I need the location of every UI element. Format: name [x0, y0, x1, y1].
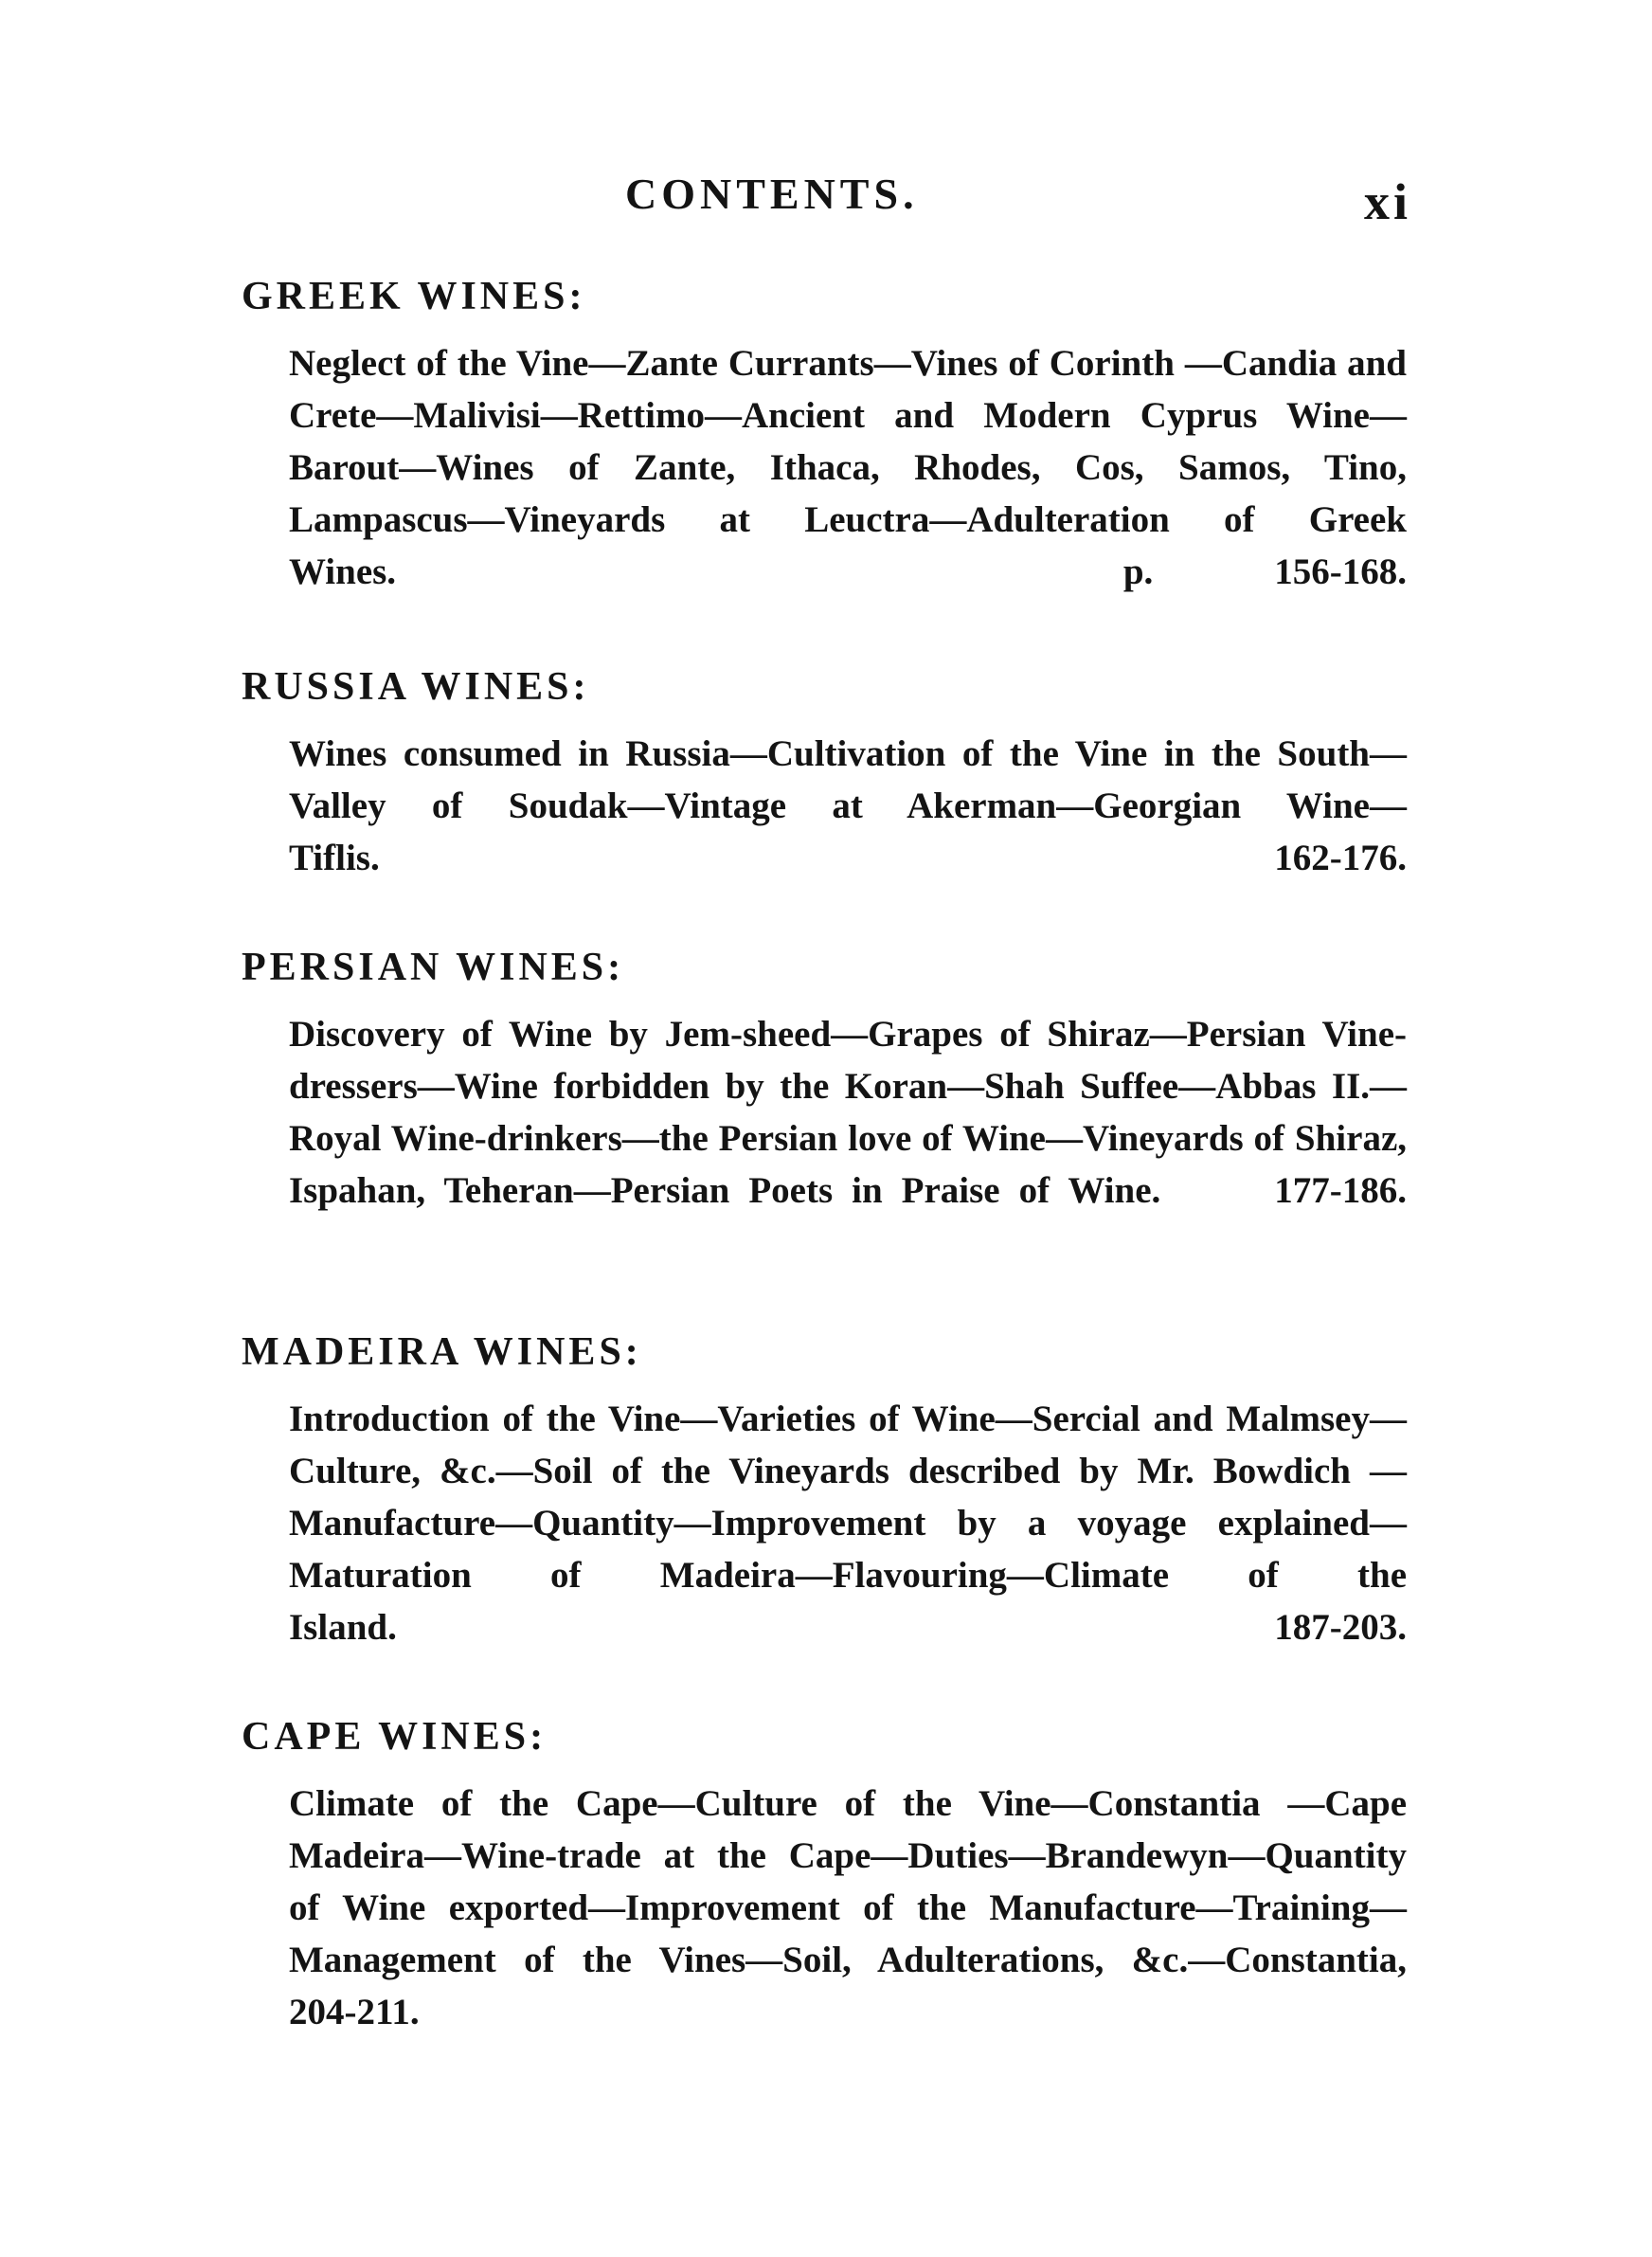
summary-text: Wines consumed in Russia—Cultivation of the Vine in the South—Valley of Soudak—Vintage at Akerman—Georgian Wine—Tiflis. [289, 733, 1407, 878]
page-range: 187-203. [1274, 1607, 1407, 1648]
section-madeira-wines [242, 1332, 1426, 1653]
section-russia-wines [242, 667, 1426, 884]
section-heading: MADEIRA WINES: [242, 1330, 642, 1374]
summary-text: Neglect of the Vine—Zante Currants—Vines of Corinth —Candia and Crete—Malivisi—Rettimo—Ancient and Modern Cyprus Wine—Barout—Wines of Zante, Ithaca, Rhodes, Cos, Samos, Tino, Lampascus—Vineyards at Leuctra—Adulteration of Greek Wines. [289, 343, 1407, 592]
page-range: p. 156-168. [1122, 551, 1408, 592]
running-title: CONTENTS. [625, 170, 919, 218]
summary-text: Discovery of Wine by Jem-sheed—Grapes of Shiraz—Persian Vine-dressers—Wine forbidden by the Koran—Shah Suffee—Abbas II.—Royal Wine-drinkers—the Persian love of Wine—Vineyards of Shiraz, Ispahan, Teheran—Persian Poets in Praise of Wine. [289, 1014, 1407, 1211]
section-cape-wines [242, 1717, 1426, 2038]
page-range: 204-211. [289, 1992, 420, 2032]
section-summary [289, 728, 1407, 884]
summary-text: Climate of the Cape—Culture of the Vine—Constantia —Cape Madeira—Wine-trade at the Cape—Duties—Brandewyn—Quantity of Wine exported—Improvement of the Manufacture—Training—Management of the Vines—Soil, Adulterations, &c.—Constantia, [289, 1783, 1407, 1980]
section-heading: RUSSIA WINES: [242, 665, 590, 709]
summary-text: Introduction of the Vine—Varieties of Wine—Sercial and Malmsey—Culture, &c.—Soil of the Vineyards described by Mr. Bowdich —Manufacture—Quantity—Improvement by a voyage explained—Maturation of Madeira—Flavouring—Climate of the Island. [289, 1399, 1407, 1648]
section-greek-wines [242, 277, 1426, 598]
page-range: 162-176. [1274, 838, 1407, 878]
section-heading: GREEK WINES: [242, 275, 586, 318]
section-summary [289, 337, 1407, 598]
section-heading: PERSIAN WINES: [242, 946, 625, 989]
section-summary [289, 1778, 1407, 2038]
section-heading: CAPE WINES: [242, 1715, 548, 1759]
section-summary [289, 1008, 1407, 1217]
page-number: xi [1364, 173, 1412, 230]
page-range: 177-186. [1274, 1170, 1408, 1211]
section-persian-wines [242, 948, 1426, 1217]
section-summary [289, 1393, 1407, 1653]
